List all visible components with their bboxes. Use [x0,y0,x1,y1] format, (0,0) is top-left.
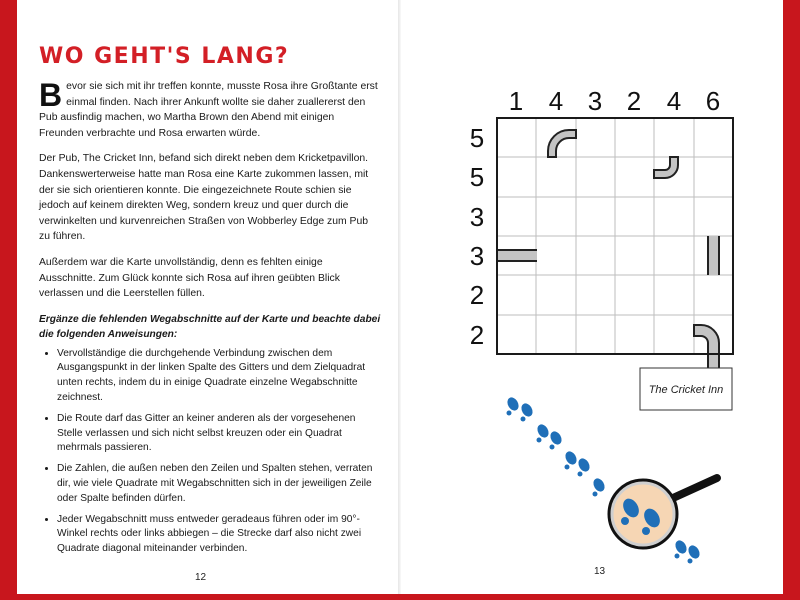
page-title: WO GEHT'S LANG? [39,44,290,69]
col-clue: 1 [508,86,524,116]
puzzle-graphic [401,0,783,594]
intro-paragraph [39,79,381,141]
path-start-segment [497,250,537,261]
row-clue: 5 [469,123,485,153]
col-clue: 6 [705,86,721,116]
destination-label: The Cricket Inn [648,384,724,396]
row-clue: 2 [469,320,485,350]
path-vertical-segment [708,236,719,275]
col-clue: 4 [548,86,564,116]
page-number-right: 13 [594,566,606,577]
paragraph-pub: Der Pub, The Cricket Inn, befand sich direkt neben dem Kricketpavillon. Dankenswerterweise hatte man Rosa eine Karte zukommen lassen, mit der sie sich orientieren konnte. Die eingezeichnete Route schien sie jedoch auf keinem direkten Weg, sondern kreuz und quer durch die verwinkelten und kurvenreichen Straßen von Wobberley Edge zum Pub zu führen. [39,153,369,243]
col-clue: 3 [587,86,603,116]
rule-item: • Vervollständige die durchgehende Verbindung zwischen dem Ausgangspunkt in der linken Spalte des Gitters und dem Zielquadrat unten rechts, indem du in einige Quadrate einzelne Wegabschnitte zeichnest. [57,347,381,406]
col-clue: 2 [626,86,642,116]
paragraph-map: Außerdem war die Karte unvollständig, denn es fehlten einige Ausschnitte. Zum Glück konnte sich Rosa auf ihren geübten Blick verlassen und die Leerstellen füllen. [39,256,340,300]
drop-cap: B [39,77,63,113]
left-page [17,0,399,594]
magnifying-glass-icon [609,478,717,548]
row-clue: 3 [469,202,485,232]
instruction-text: Ergänze die fehlenden Wegabschnitte auf der Karte und beachte dabei die folgenden Anweisungen: [39,313,381,341]
rules-list [39,347,381,557]
right-page [401,0,783,594]
rule-item: • Die Zahlen, die außen neben den Zeilen und Spalten stehen, verraten dir, wie viele Quadrate mit Wegabschnitten sich in der jeweiligen Zeile oder Spalte befinden dürfen. [57,462,381,506]
col-clue: 4 [666,86,682,116]
page-number-left: 12 [195,572,207,583]
puzzle-grid [497,118,733,354]
row-clue: 3 [469,241,485,271]
rule-item: • Jeder Wegabschnitt muss entweder geradeaus führen oder im 90°-Winkel rechts oder links abbiegen – die Strecke darf also nicht zwei Quadrate diagonal miteinander verbinden. [57,513,381,557]
intro-text: evor sie sich mit ihr treffen konnte, musste Rosa ihre Großtante erst einmal finden. Nach ihrer Ankunft wollte sie daher zuallererst den Pub ausfindig machen, wo Martha Brown den Abend mit einigen Freunden verbrachte und Rosa erwarten würde. [39,81,378,139]
row-clue: 2 [469,280,485,310]
footprint-icon [505,395,702,563]
row-clue: 5 [469,162,485,192]
rule-item: • Die Route darf das Gitter an keiner anderen als der vorgesehenen Stelle verlassen und sich nicht selbst kreuzen oder ein Quadrat mehrmals passieren. [57,412,381,456]
